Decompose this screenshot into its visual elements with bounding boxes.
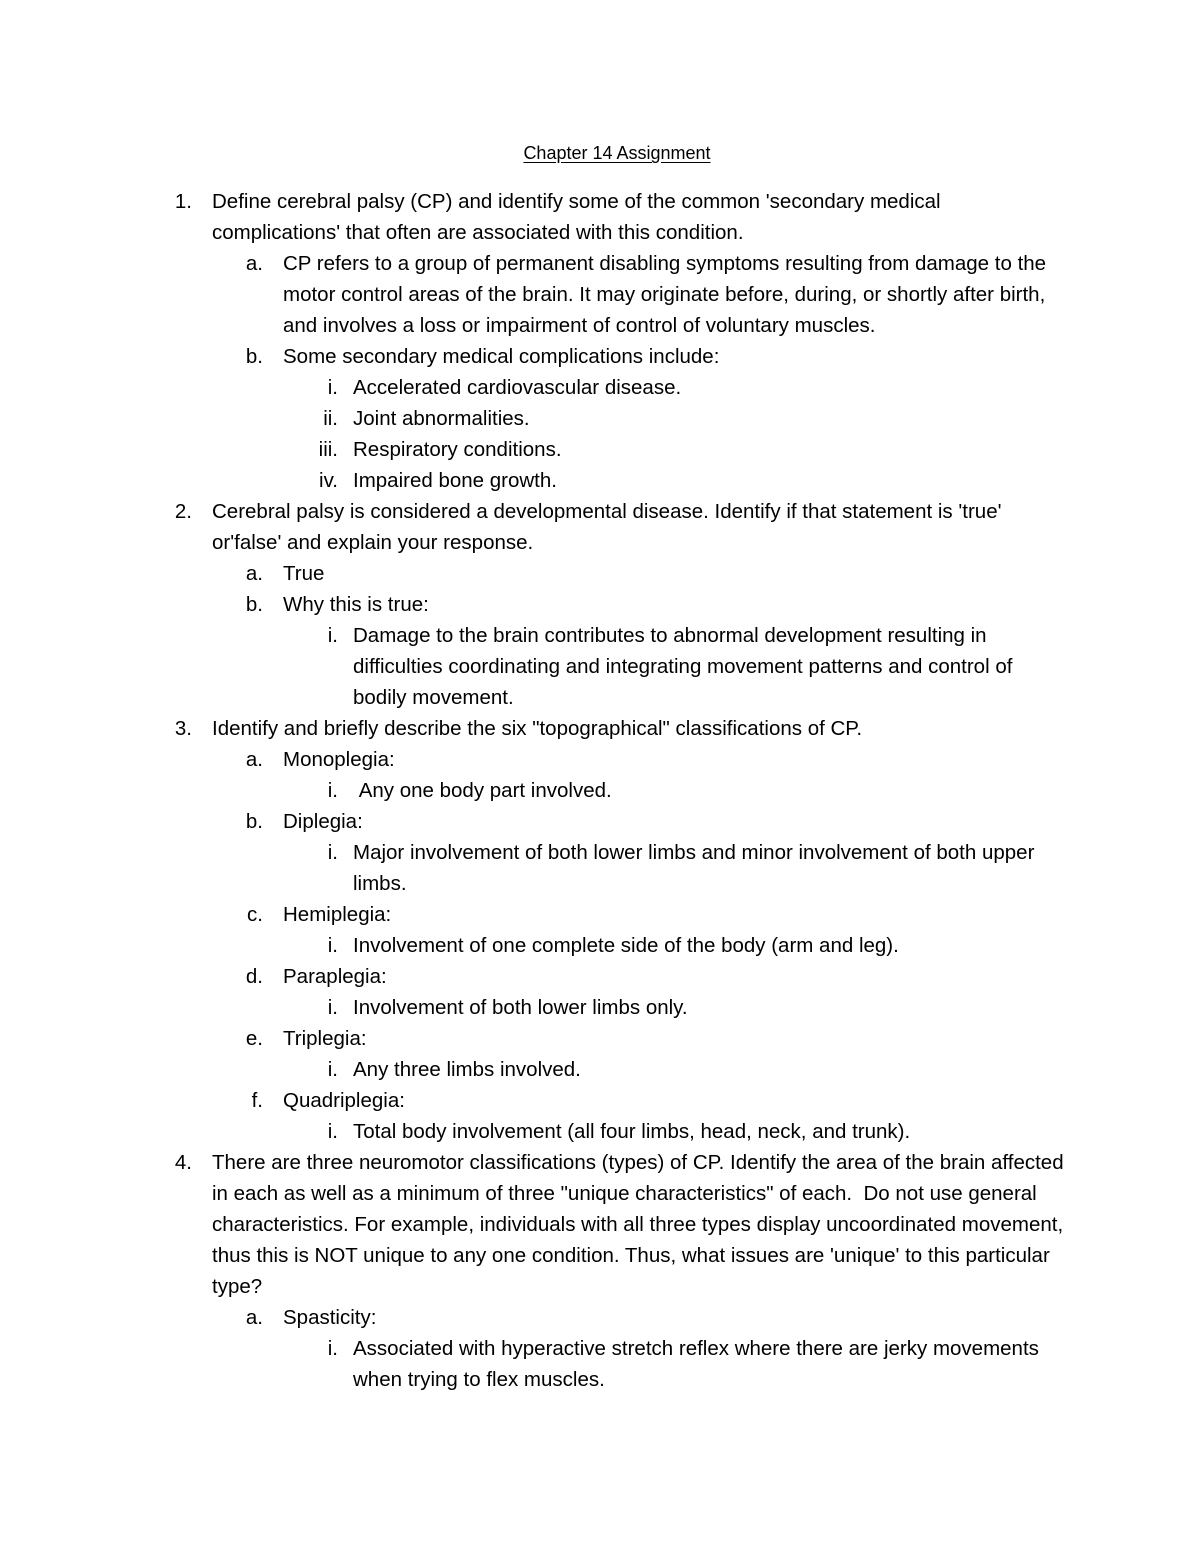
list-item-text: Cerebral palsy is considered a developmental disease. Identify if that statement is 'true' or'false' and explain your response. — [212, 500, 1002, 554]
list-marker: a. — [245, 562, 263, 585]
sub-item — [0, 434, 1200, 465]
sub-item — [0, 775, 1200, 806]
list-item-text: Any one body part involved. — [353, 779, 612, 802]
list-marker: i. — [327, 779, 338, 802]
list-marker: i. — [327, 996, 338, 1019]
page-title: Chapter 14 Assignment — [523, 143, 711, 163]
answer-2b — [0, 589, 1200, 620]
list-marker: 2. — [174, 500, 192, 523]
list-marker: d. — [245, 965, 263, 988]
list-item-text: Any three limbs involved. — [353, 1058, 581, 1081]
list-marker: ii. — [323, 407, 338, 430]
answer-1a — [0, 248, 1200, 341]
list-item-text: Associated with hyperactive stretch reflex where there are jerky movements when trying to flex muscles. — [353, 1337, 1039, 1391]
list-marker: c. — [247, 903, 263, 926]
list-item-text: Some secondary medical complications include: — [283, 345, 720, 368]
question-4 — [0, 1147, 1200, 1302]
sub-item — [0, 1116, 1200, 1147]
list-item-text: Hemiplegia: — [283, 903, 392, 926]
sub-item — [0, 1333, 1200, 1395]
question-1 — [0, 186, 1200, 248]
answer-3c — [0, 899, 1200, 930]
list-item-text: True — [283, 562, 325, 585]
list-marker: i. — [327, 1337, 338, 1360]
list-item-text: Damage to the brain contributes to abnormal development resulting in difficulties coordinating and integrating movement patterns and control of bodily movement. — [353, 624, 1013, 709]
list-item-text: Impaired bone growth. — [353, 469, 557, 492]
sub-item — [0, 403, 1200, 434]
list-marker: a. — [245, 1306, 263, 1329]
answer-4a — [0, 1302, 1200, 1333]
answer-3f — [0, 1085, 1200, 1116]
list-marker: 1. — [174, 190, 192, 213]
list-item-text: Why this is true: — [283, 593, 429, 616]
list-item-text: Respiratory conditions. — [353, 438, 562, 461]
answer-3a — [0, 744, 1200, 775]
list-marker: i. — [327, 934, 338, 957]
list-marker: a. — [245, 748, 263, 771]
list-item-text: CP refers to a group of permanent disabling symptoms resulting from damage to the motor control areas of the brain. It may originate before, during, or shortly after birth, and involves a loss or impairment of control of voluntary muscles. — [283, 252, 1047, 337]
list-item-text: Triplegia: — [283, 1027, 367, 1050]
assignment-list — [0, 186, 1200, 1395]
list-marker: i. — [327, 376, 338, 399]
list-item-text: Define cerebral palsy (CP) and identify some of the common 'secondary medical complications' that often are associated with this condition. — [212, 190, 941, 244]
list-marker: 4. — [174, 1151, 192, 1174]
list-item-text: Total body involvement (all four limbs, head, neck, and trunk). — [353, 1120, 911, 1143]
sub-item — [0, 1054, 1200, 1085]
sub-item — [0, 930, 1200, 961]
answer-2a — [0, 558, 1200, 589]
sub-item — [0, 992, 1200, 1023]
list-item-text: Quadriplegia: — [283, 1089, 405, 1112]
list-item-text: Accelerated cardiovascular disease. — [353, 376, 682, 399]
question-2 — [0, 496, 1200, 558]
answer-1b — [0, 341, 1200, 372]
list-marker: a. — [245, 252, 263, 275]
list-marker: b. — [245, 593, 263, 616]
list-marker: b. — [245, 345, 263, 368]
list-item-text: Major involvement of both lower limbs and minor involvement of both upper limbs. — [353, 841, 1035, 895]
list-marker: i. — [327, 1058, 338, 1081]
list-marker: 3. — [174, 717, 192, 740]
list-item-text: Spasticity: — [283, 1306, 377, 1329]
list-marker: f. — [251, 1089, 263, 1112]
list-item-text: There are three neuromotor classifications (types) of CP. Identify the area of the brain affected in each as well as a minimum of three "unique characteristics" of each. Do not use general characteristics. For example, individuals with all three types display uncoordinated movement, thus this is NOT unique to any one condition. Thus, what issues are 'unique' to this particular type? — [212, 1151, 1070, 1298]
list-marker: b. — [245, 810, 263, 833]
list-item-text: Involvement of one complete side of the body (arm and leg). — [353, 934, 899, 957]
answer-3e — [0, 1023, 1200, 1054]
sub-item — [0, 620, 1200, 713]
list-item-text: Involvement of both lower limbs only. — [353, 996, 688, 1019]
answer-3d — [0, 961, 1200, 992]
list-item-text: Monoplegia: — [283, 748, 395, 771]
list-marker: i. — [327, 1120, 338, 1143]
list-item-text: Identify and briefly describe the six "topographical" classifications of CP. — [212, 717, 863, 740]
sub-item — [0, 372, 1200, 403]
list-item-text: Paraplegia: — [283, 965, 387, 988]
list-marker: e. — [245, 1027, 263, 1050]
sub-item — [0, 465, 1200, 496]
list-marker: i. — [327, 624, 338, 647]
list-marker: iv. — [319, 469, 338, 492]
list-item-text: Diplegia: — [283, 810, 363, 833]
sub-item — [0, 837, 1200, 899]
list-item-text: Joint abnormalities. — [353, 407, 530, 430]
list-marker: iii. — [318, 438, 338, 461]
list-marker: i. — [327, 841, 338, 864]
question-3 — [0, 713, 1200, 744]
answer-3b — [0, 806, 1200, 837]
